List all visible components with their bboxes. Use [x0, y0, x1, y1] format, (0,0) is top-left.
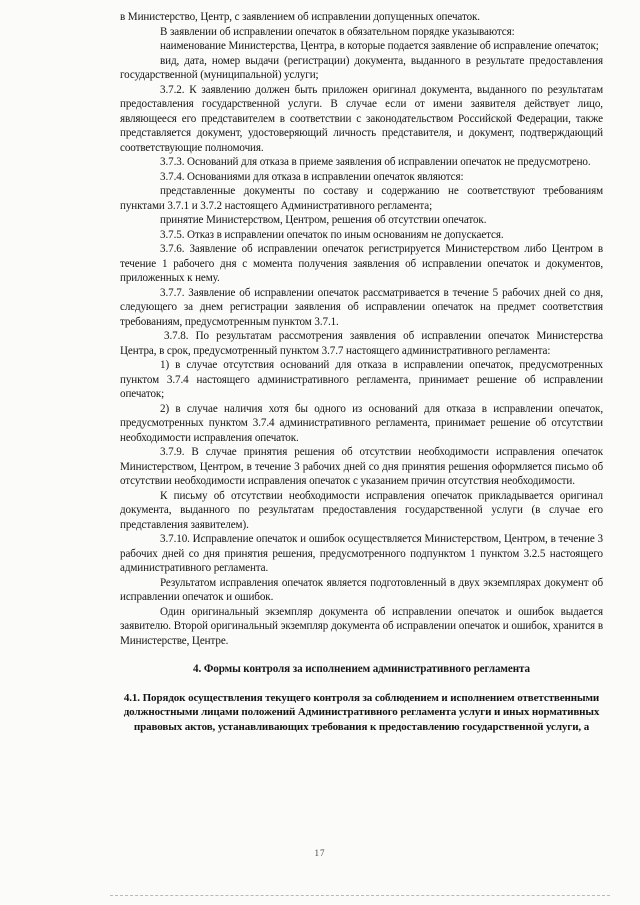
paragraph: 3.7.6. Заявление об исправлении опечаток регистрируется Министерством либо Центром в течение 1 рабочего дня с момента получения заявления об исправлении опечаток и документов, приложенных к нему.: [120, 243, 603, 284]
paragraph: 3.7.2. К заявлению должен быть приложен оригинал документа, выданного по результатам предоставления государственной услуги. В случае если от имени заявителя действует лицо, являющееся его представителем в соответствии с законодательством Российской Федерации, также представляется документ, удостоверяющий личность представителя, и документ, подтверждающий соответствующие полномочия.: [120, 83, 603, 154]
paragraph: 1) в случае отсутствия оснований для отказа в исправлении опечаток, предусмотренных пунктом 3.7.4 настоящего административного регламента, принимает решение об исправлении опечаток;: [120, 359, 603, 400]
paragraph: 3.7.7. Заявление об исправлении опечаток рассматривается в течение 5 рабочих дней со дня, следующего за днем регистрации заявления об исправлении опечаток на предмет соответствия требованиям, предусмотренным пунктом 3.7.1.: [120, 286, 603, 328]
paragraph: 3.7.4. Основаниями для отказа в исправлении опечаток являются:: [160, 170, 464, 183]
paragraph: Один оригинальный экземпляр документа об исправлении опечаток и ошибок выдается заявителю. Второй оригинальный экземпляр документа об исправлении опечаток и ошибок, хранится в Министерстве, Центре.: [120, 605, 603, 647]
document-body: [120, 10, 603, 734]
paragraph: 3.7.5. Отказ в исправлении опечаток по иным основаниям не допускается.: [160, 228, 504, 241]
paragraph: в Министерство, Центр, с заявлением об исправлении допущенных опечаток.: [120, 11, 480, 23]
paragraph: 3.7.8. По результатам рассмотрения заявления об исправлении опечаток Министерства Центра, в срок, предусмотренный пунктом 3.7.7 настоящего административного регламента:: [120, 330, 603, 357]
page-number: 17: [314, 848, 326, 858]
subsection-heading: 4.1. Порядок осуществления текущего контроля за соблюдением и исполнением ответственными должностными лицами положений Административного регламента услуги и иных нормативных правовых актов, устанавливающих требования к предоставлению государственной услуги, а: [123, 691, 600, 733]
paragraph: 3.7.3. Оснований для отказа в приеме заявления об исправлении опечаток не предусмотрено.: [160, 156, 591, 168]
paragraph: Результатом исправления опечаток является подготовленный в двух экземплярах документ об исправлении опечаток и ошибок.: [120, 576, 603, 603]
paragraph: В заявлении об исправлении опечаток в обязательном порядке указываются:: [160, 25, 515, 38]
paragraph: принятие Министерством, Центром, решения об отсутствии опечаток.: [160, 214, 487, 226]
footer-divider: [110, 895, 610, 898]
paragraph: 2) в случае наличия хотя бы одного из оснований для отказа в исправлении опечаток, предусмотренных пунктом 3.7.4 административного регламента, принимает решение об отсутствии необходимости исправления опечаток.: [120, 402, 603, 444]
paragraph: вид, дата, номер выдачи (регистрации) документа, выданного в результате предоставления государственной (муниципальной) услуги;: [120, 54, 603, 81]
paragraph: представленные документы по составу и содержанию не соответствуют требованиям пунктами 3.7.1 и 3.7.2 настоящего Административного регламента;: [120, 185, 603, 212]
paragraph: 3.7.10. Исправление опечаток и ошибок осуществляется Министерством, Центром, в течение 3 рабочих дней со дня принятия решения, предусмотренного подпунктом 1 пунктом 3.2.5 настоящего административного регламента.: [120, 533, 603, 574]
paragraph: 3.7.9. В случае принятия решения об отсутствии необходимости исправления опечаток Министерством, Центром, в течение 3 рабочих дней со дня принятия решения оформляется письмо об отсутствии необходимости исправления опечаток с указанием причин отсутствия необходимости.: [120, 446, 603, 487]
section-heading: 4. Формы контроля за исполнением административного регламента: [193, 663, 530, 675]
paragraph: К письму об отсутствии необходимости исправления опечаток прикладывается оригинал документа, выданного по результатам предоставления государственной услуги (в случае его представления заявителем).: [120, 489, 603, 531]
paragraph: наименование Министерства, Центра, в которые подается заявление об исправление опечаток;: [160, 40, 599, 52]
